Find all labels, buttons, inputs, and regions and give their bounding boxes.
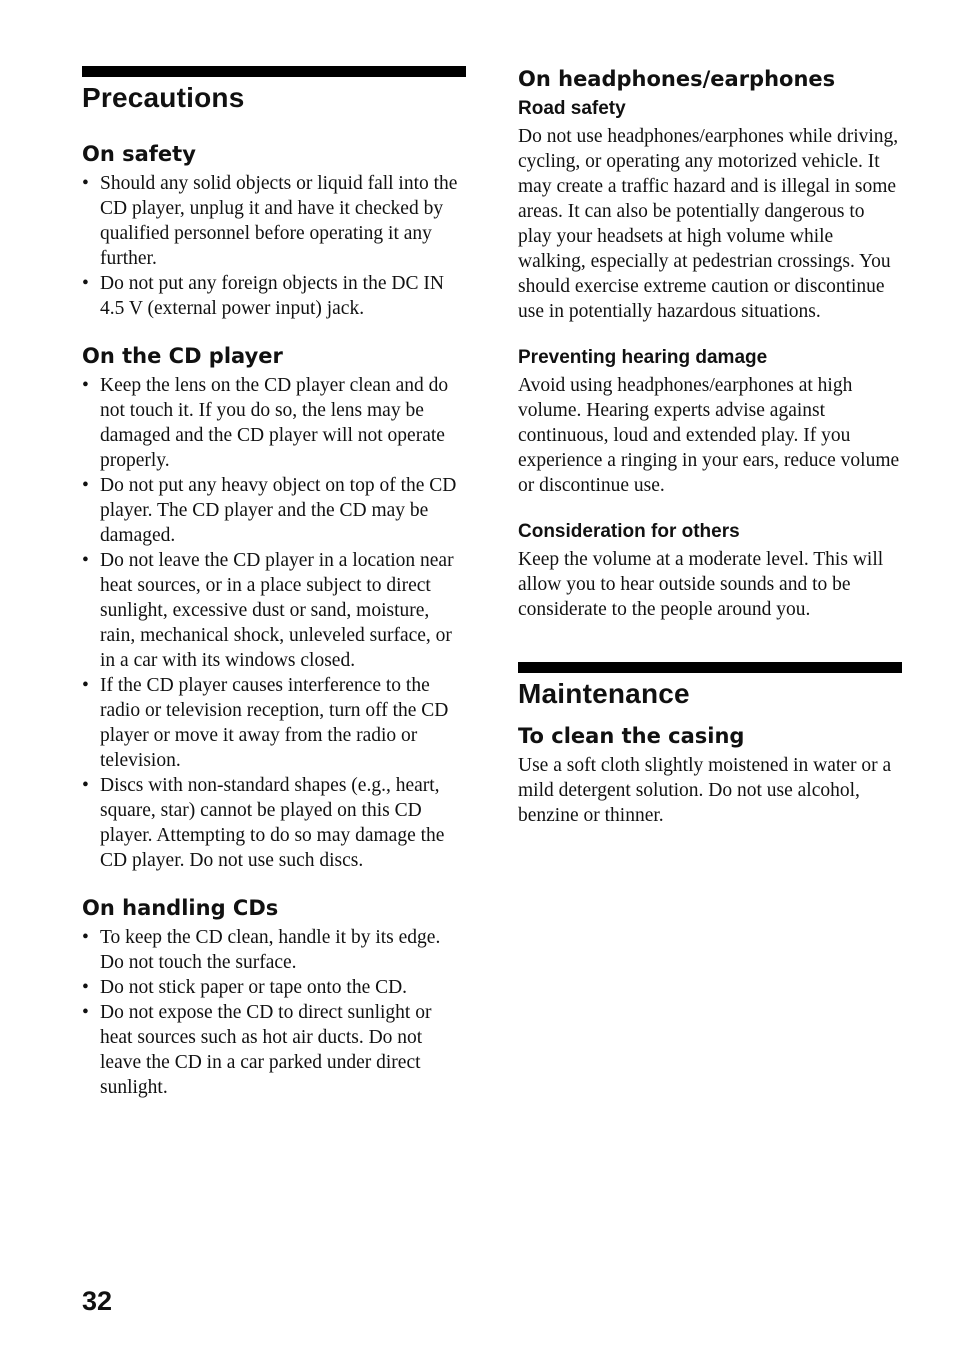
- list-item: • Do not expose the CD to direct sunlight or heat sources such as hot air ducts. Do not leave the CD in a car parked under direct sunlight.: [82, 1002, 432, 1098]
- list-item: • Discs with non-standard shapes (e.g., heart, square, star) cannot be played on this CD player. Attempting to do so may damage the CD player. Do not use such discs.: [82, 775, 445, 871]
- road-safety-text: Do not use headphones/earphones while driving, cycling, or operating any motorized vehicle. It may create a traffic hazard and is illegal in some areas. It can also be potentially dangerous to play your headsets at high volume while walking, especially at pedestrian crossings. You should exercise extreme caution or discontinue use in potentially hazardous situations.: [518, 126, 899, 322]
- on-cd-player-list: [82, 373, 466, 873]
- on-headphones-heading: On headphones/earphones: [518, 67, 836, 91]
- list-item: • Do not put any heavy object on top of the CD player. The CD player and the CD may be damaged.: [82, 475, 457, 546]
- precautions-rule: [82, 66, 466, 77]
- page-number: 32: [82, 1286, 113, 1316]
- on-safety-heading: On safety: [82, 142, 196, 166]
- to-clean-casing-heading: To clean the casing: [518, 724, 745, 748]
- list-item: • Do not put any foreign objects in the DC IN 4.5 V (external power input) jack.: [82, 273, 444, 319]
- list-item: • Should any solid objects or liquid fall into the CD player, unplug it and have it checked by qualified personnel before operating it any further.: [82, 173, 458, 269]
- road-safety-heading: Road safety: [518, 98, 626, 119]
- to-clean-casing-text: Use a soft cloth slightly moistened in water or a mild detergent solution. Do not use alcohol, benzine or thinner.: [518, 755, 892, 826]
- right-column: [518, 66, 902, 828]
- list-item: • Do not leave the CD player in a location near heat sources, or in a place subject to direct sunlight, excessive dust or sand, moisture, rain, mechanical shock, unleveled surface, or in a car with its windows closed.: [82, 550, 454, 671]
- precautions-title: Precautions: [82, 82, 245, 113]
- on-cd-player-heading: On the CD player: [82, 344, 283, 368]
- on-handling-cds-heading: On handling CDs: [82, 896, 279, 920]
- list-item: • Do not stick paper or tape onto the CD.: [82, 977, 408, 998]
- list-item: • To keep the CD clean, handle it by its edge. Do not touch the surface.: [82, 927, 441, 973]
- consideration-for-others-text: Keep the volume at a moderate level. This will allow you to hear outside sounds and to be considerate to the people around you.: [518, 549, 884, 620]
- on-handling-cds-list: [82, 925, 466, 1100]
- consideration-for-others-heading: Consideration for others: [518, 521, 740, 542]
- preventing-hearing-damage-text: Avoid using headphones/earphones at high volume. Hearing experts advise against continuous, loud and extended play. If you experience a ringing in your ears, reduce volume or discontinue use.: [518, 375, 900, 496]
- list-item: • Keep the lens on the CD player clean and do not touch it. If you do so, the lens may be damaged and the CD player will not operate properly.: [82, 375, 449, 471]
- preventing-hearing-damage-heading: Preventing hearing damage: [518, 347, 768, 368]
- on-safety-list: [82, 171, 466, 321]
- left-column: [82, 66, 466, 1100]
- list-item: • If the CD player causes interference to the radio or television reception, turn off the CD player or move it away from the radio or television.: [82, 675, 449, 771]
- maintenance-rule: [518, 662, 902, 673]
- maintenance-title: Maintenance: [518, 678, 690, 709]
